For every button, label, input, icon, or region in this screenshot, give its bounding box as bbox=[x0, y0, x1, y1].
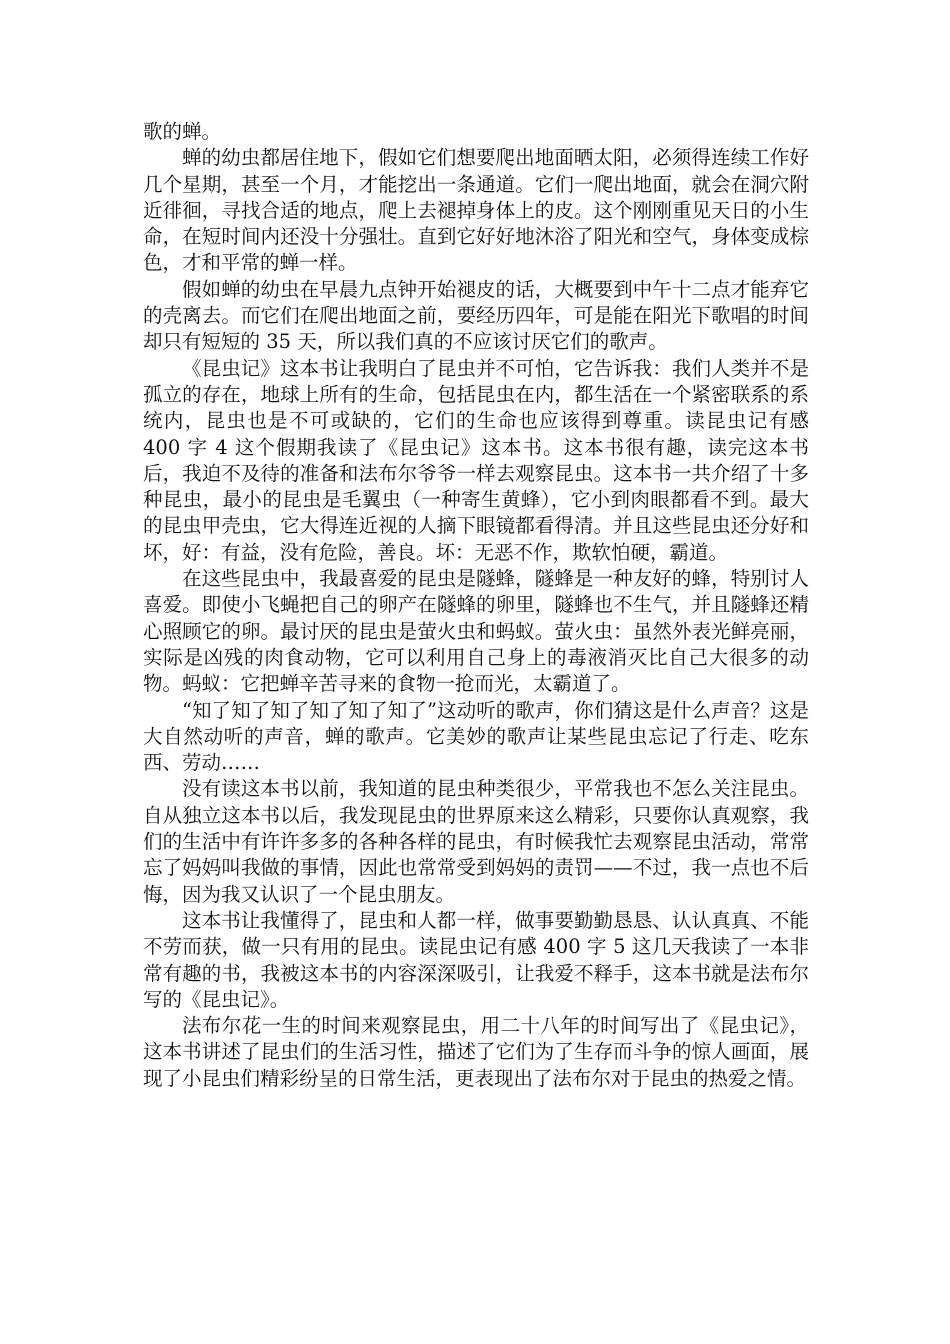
paragraph-8: 这本书让我懂得了，昆虫和人都一样，做事要勤勤恳恳、认认真真、不能不劳而获，做一只有用的昆虫。读昆虫记有感 400 字 5 这几天我读了一本非常有趣的书，我被这本书的内容深深吸引，让我爱不释手，这本书就是法布尔写的《昆虫记》。 bbox=[143, 908, 809, 1011]
paragraph-9: 法布尔花一生的时间来观察昆虫，用二十八年的时间写出了《昆虫记》，这本书讲述了昆虫们的生活习性，描述了它们为了生存而斗争的惊人画面，展现了小昆虫们精彩纷呈的日常生活，更表现出了法布尔对于昆虫的热爱之情。 bbox=[143, 1014, 809, 1090]
paragraph-1: 歌的蝉。 bbox=[143, 120, 222, 143]
paragraph-6: “知了知了知了知了知了知了”这动听的歌声，你们猜这是什么声音？这是大自然动听的声音，蝉的歌声。它美妙的歌声让某些昆虫忘记了行走、吃东西、劳动…… bbox=[143, 698, 809, 775]
paragraph-3: 假如蝉的幼虫在早晨九点钟开始褪皮的话，大概要到中午十二点才能弃它的壳离去。而它们在爬出地面之前，要经历四年，可是能在阳光下歌唱的时间却只有短短的 35 天，所以我们真的不应该讨厌它们的歌声。 bbox=[143, 277, 809, 354]
paragraph-2: 蝉的幼虫都居住地下，假如它们想要爬出地面晒太阳，必须得连续工作好几个星期，甚至一个月，才能挖出一条通道。它们一爬出地面，就会在洞穴附近徘徊，寻找合适的地点，爬上去褪掉身体上的皮。这个刚刚重见天日的小生命，在短时间内还没十分强壮。直到它好好地沐浴了阳光和空气，身体变成棕色，才和平常的蝉一样。 bbox=[143, 146, 809, 275]
paragraph-5: 在这些昆虫中，我最喜爱的昆虫是隧蜂，隧蜂是一种友好的蜂，特别讨人喜爱。即使小飞蝇把自己的卵产在隧蜂的卵里，隧蜂也不生气，并且隧蜂还精心照顾它的卵。最讨厌的昆虫是萤火虫和蚂蚁。萤火虫：虽然外表光鲜亮丽，实际是凶残的肉食动物，它可以利用自己身上的毒液消灭比自己大很多的动物。蚂蚁：它把蝉辛苦寻来的食物一抢而光，太霸道了。 bbox=[143, 567, 809, 696]
paragraph-4: 《昆虫记》这本书让我明白了昆虫并不可怕，它告诉我：我们人类并不是孤立的存在，地球上所有的生命，包括昆虫在内，都生活在一个紧密联系的系统内，昆虫也是不可或缺的，它们的生命也应该得到尊重。读昆虫记有感 400 字 4 这个假期我读了《昆虫记》这本书。这本书很有趣，读完这本书后，我迫不及待的准备和法布尔爷爷一样去观察昆虫。这本书一共介绍了十多种昆虫，最小的昆虫是毛翼虫（一种寄生黄蜂），它小到肉眼都看不到。最大的昆虫甲壳虫，它大得连近视的人摘下眼镜都看得清。并且这些昆虫还分好和坏，好：有益，没有危险，善良。坏：无恶不作，欺软怕硬，霸道。 bbox=[143, 356, 809, 564]
document-body bbox=[143, 119, 809, 1092]
paragraph-7: 没有读这本书以前，我知道的昆虫种类很少，平常我也不怎么关注昆虫。自从独立这本书以后，我发现昆虫的世界原来这么精彩，只要你认真观察，我们的生活中有许许多多的各种各样的昆虫，有时候我忙去观察昆虫活动，常常忘了妈妈叫我做的事情，因此也常常受到妈妈的责罚——不过，我一点也不后悔，因为我又认识了一个昆虫朋友。 bbox=[143, 777, 809, 906]
